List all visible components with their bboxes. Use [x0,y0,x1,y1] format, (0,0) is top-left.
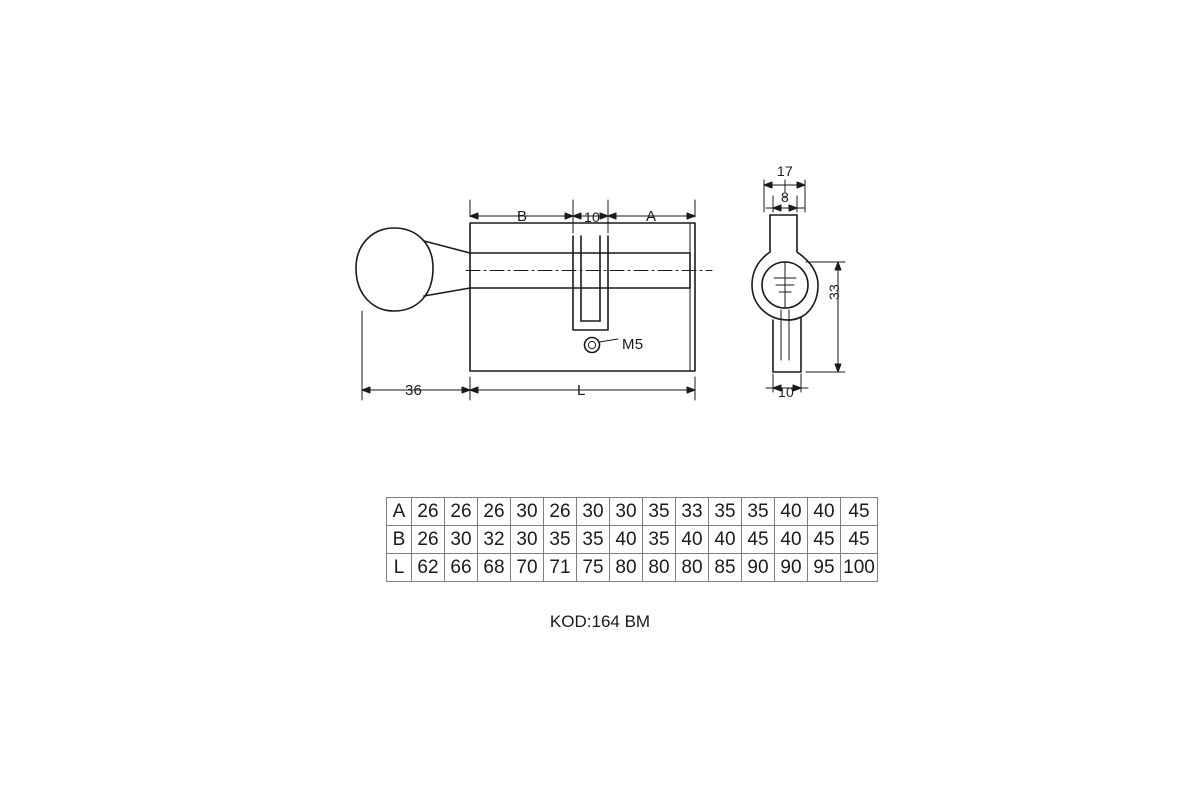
dim-label-10-bottom: 10 [778,384,794,400]
thumbturn-knob [356,228,433,311]
dim-label-l: L [577,382,586,399]
row-label-b: B [387,526,412,554]
cell-b-0: 26 [412,526,445,554]
dim-label-a: A [646,208,657,225]
table-row [387,554,878,582]
cell-l-1: 66 [445,554,478,582]
cell-a-10: 35 [742,498,775,526]
cell-a-7: 35 [643,498,676,526]
cell-l-6: 80 [610,554,643,582]
product-code-caption: KOD:164 BM [549,612,651,631]
cell-b-6: 40 [610,526,643,554]
cell-a-9: 35 [709,498,742,526]
cell-l-0: 62 [412,554,445,582]
dim-label-17: 17 [777,163,793,179]
cell-l-10: 90 [742,554,775,582]
cell-a-6: 30 [610,498,643,526]
cell-b-11: 40 [775,526,808,554]
cell-l-4: 71 [544,554,577,582]
dimension-table [386,497,878,582]
cell-b-8: 40 [676,526,709,554]
cell-l-2: 68 [478,554,511,582]
cell-a-4: 26 [544,498,577,526]
cell-b-7: 35 [643,526,676,554]
cell-l-11: 90 [775,554,808,582]
table-row [387,498,878,526]
cell-b-1: 30 [445,526,478,554]
dim-label-36: 36 [405,382,423,399]
cell-a-0: 26 [412,498,445,526]
screw-hole [585,338,600,353]
dim-label-gap-10: 10 [584,209,600,225]
dim-label-m5: M5 [622,336,644,353]
cell-l-12: 95 [808,554,841,582]
cell-l-5: 75 [577,554,610,582]
cell-a-2: 26 [478,498,511,526]
cell-a-1: 26 [445,498,478,526]
cell-a-3: 30 [511,498,544,526]
cell-a-11: 40 [775,498,808,526]
table-row [387,526,878,554]
dim-label-33: 33 [826,284,842,300]
cylinder-profile-outer [752,215,801,372]
cam-slot [573,236,608,330]
cell-b-2: 32 [478,526,511,554]
cell-b-13: 45 [841,526,878,554]
cylinder-body [470,223,695,371]
cell-l-7: 80 [643,554,676,582]
cell-b-12: 45 [808,526,841,554]
cell-b-5: 35 [577,526,610,554]
cell-b-10: 45 [742,526,775,554]
dim-label-8: 8 [781,189,789,205]
dim-label-b: B [517,208,528,225]
cell-l-3: 70 [511,554,544,582]
row-label-a: A [387,498,412,526]
cell-l-8: 80 [676,554,709,582]
cell-a-13: 45 [841,498,878,526]
row-label-l: L [387,554,412,582]
cell-b-9: 40 [709,526,742,554]
cell-l-13: 100 [841,554,878,582]
cell-b-3: 30 [511,526,544,554]
cell-b-4: 35 [544,526,577,554]
cell-a-12: 40 [808,498,841,526]
cell-l-9: 85 [709,554,742,582]
cell-a-5: 30 [577,498,610,526]
cell-a-8: 33 [676,498,709,526]
